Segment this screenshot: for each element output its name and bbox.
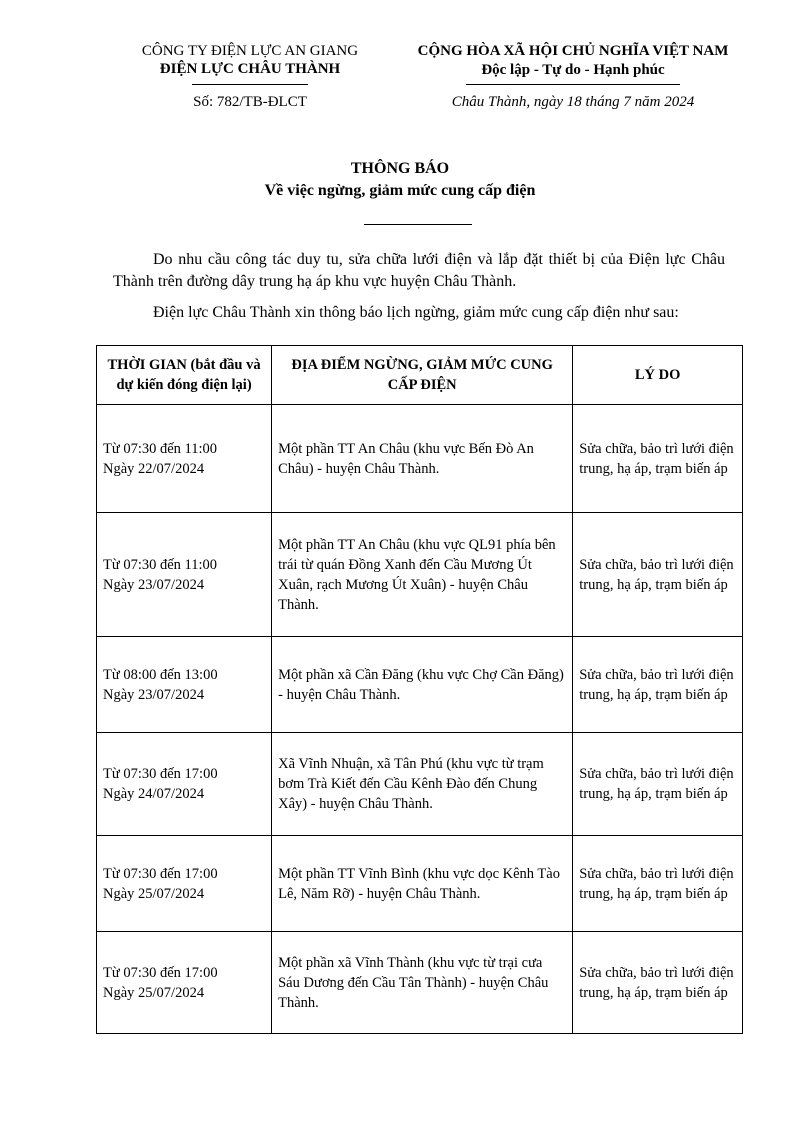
table-row [97, 733, 743, 836]
date: Ngày 23/07/2024 [103, 576, 205, 593]
table-row [97, 513, 743, 637]
time-cell [97, 513, 272, 637]
location-cell: Xã Vĩnh Nhuận, xã Tân Phú (khu vực từ trạm bơm Trà Kiết đến Cầu Kênh Đào đến Chung Xây) - huyện Châu Thành. [272, 733, 573, 836]
company-name: CÔNG TY ĐIỆN LỰC AN GIANG [141, 43, 359, 59]
time-range: Từ 07:30 đến 17:00 [103, 766, 218, 782]
location-cell: Một phần xã Cần Đăng (khu vực Chợ Cần Đăng) - huyện Châu Thành. [272, 637, 573, 733]
time-cell [97, 733, 272, 836]
unit-name: ĐIỆN LỰC CHÂU THÀNH [159, 61, 341, 77]
reason-cell: Sửa chữa, bảo trì lưới điện trung, hạ áp, trạm biến áp [573, 836, 743, 932]
table-row [97, 836, 743, 932]
notice-paragraph: Điện lực Châu Thành xin thông báo lịch ngừng, giảm mức cung cấp điện như sau: [153, 304, 679, 321]
header-time: THỜI GIAN (bắt đầu và dự kiến đóng điện lại) [97, 346, 272, 405]
header-reason: LÝ DO [573, 346, 743, 405]
table-header-row [97, 346, 743, 405]
location-cell: Một phần TT Vĩnh Bình (khu vực dọc Kênh Tào Lê, Năm Rỡ) - huyện Châu Thành. [272, 836, 573, 932]
date: Ngày 22/07/2024 [103, 460, 205, 477]
header-right-divider [466, 84, 680, 85]
header-location: ĐỊA ĐIỂM NGỪNG, GIẢM MỨC CUNG CẤP ĐIỆN [272, 346, 573, 405]
table-row [97, 405, 743, 513]
time-cell [97, 637, 272, 733]
time-range: Từ 07:30 đến 11:00 [103, 556, 218, 573]
date: Ngày 25/07/2024 [103, 885, 205, 902]
reason-cell: Sửa chữa, bảo trì lưới điện trung, hạ áp, trạm biến áp [573, 405, 743, 513]
time-cell [97, 405, 272, 513]
table-row [97, 637, 743, 733]
document-title: THÔNG BÁO [350, 160, 450, 177]
title-divider [364, 224, 472, 225]
reason-cell: Sửa chữa, bảo trì lưới điện trung, hạ áp, trạm biến áp [573, 733, 743, 836]
location-cell: Một phần TT An Châu (khu vực QL91 phía bên trái từ quán Đồng Xanh đến Cầu Mương Út Xuân, rạch Mương Út Xuân) - huyện Châu Thành. [272, 513, 573, 637]
date: Ngày 25/07/2024 [103, 984, 205, 1001]
outage-schedule-table [96, 345, 743, 1034]
time-range: Từ 08:00 đến 13:00 [103, 666, 218, 683]
intro-paragraph: Do nhu cầu công tác duy tu, sửa chữa lưới điện và lắp đặt thiết bị của Điện lực Châu Thành trên đường dây trung hạ áp khu vực huyện Châu Thành. [113, 251, 725, 290]
document-subtitle: Về việc ngừng, giảm mức cung cấp điện [264, 182, 536, 199]
time-range: Từ 07:30 đến 17:00 [103, 964, 218, 981]
time-range: Từ 07:30 đến 11:00 [103, 440, 218, 457]
time-cell [97, 932, 272, 1034]
document-number: Số: 782/TB-ĐLCT [193, 94, 307, 110]
location-cell: Một phần xã Vĩnh Thành (khu vực từ trại cưa Sáu Dương đến Cầu Tân Thành) - huyện Châu Thành. [272, 932, 573, 1034]
country-name: CỘNG HÒA XÃ HỘI CHỦ NGHĨA VIỆT NAM [417, 43, 729, 59]
date: Ngày 24/07/2024 [103, 786, 205, 802]
reason-cell: Sửa chữa, bảo trì lưới điện trung, hạ áp, trạm biến áp [573, 513, 743, 637]
motto: Độc lập - Tự do - Hạnh phúc [481, 62, 665, 78]
document-place-date: Châu Thành, ngày 18 tháng 7 năm 2024 [451, 94, 695, 110]
header-left-divider [192, 84, 308, 85]
table-row [97, 932, 743, 1034]
time-range: Từ 07:30 đến 17:00 [103, 865, 218, 882]
time-cell [97, 836, 272, 932]
reason-cell: Sửa chữa, bảo trì lưới điện trung, hạ áp, trạm biến áp [573, 637, 743, 733]
header-right [393, 42, 753, 80]
date: Ngày 23/07/2024 [103, 686, 205, 703]
location-cell: Một phần TT An Châu (khu vực Bến Đò An Châu) - huyện Châu Thành. [272, 405, 573, 513]
header-left [120, 42, 380, 78]
reason-cell: Sửa chữa, bảo trì lưới điện trung, hạ áp, trạm biến áp [573, 932, 743, 1034]
